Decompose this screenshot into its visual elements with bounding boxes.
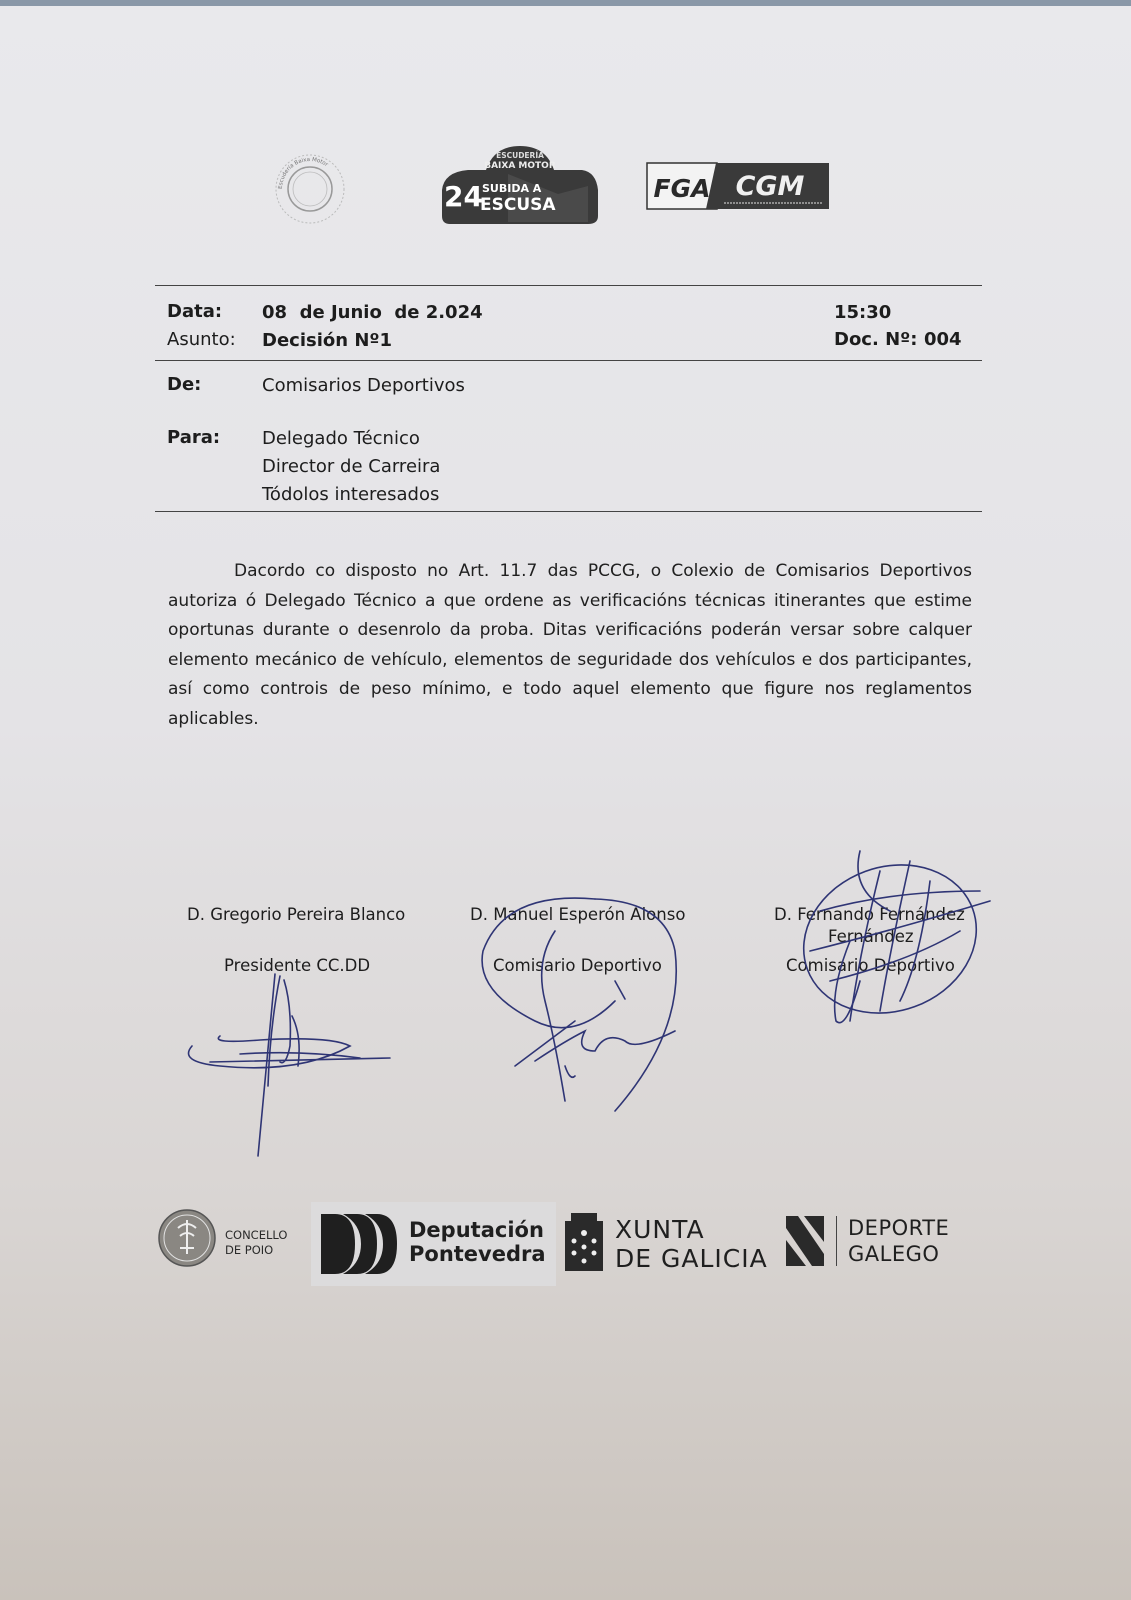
divider-top bbox=[155, 285, 982, 286]
document-page bbox=[0, 6, 1131, 1600]
signature-2-image bbox=[475, 891, 695, 1121]
xunta-line2: DE GALICIA bbox=[615, 1244, 768, 1273]
rally-logo-line2: BAIXA MOTOR bbox=[484, 161, 556, 171]
time-value: 15:30 bbox=[834, 302, 892, 323]
xunta-line1: XUNTA bbox=[615, 1215, 705, 1244]
deporte-line1: DEPORTE bbox=[848, 1216, 950, 1240]
to-recipient: Tódolos interesados bbox=[262, 484, 440, 505]
deporte-divider bbox=[836, 1216, 837, 1266]
deporte-galego-logo bbox=[784, 1214, 964, 1270]
signatory-1-role: Presidente CC.DD bbox=[224, 956, 371, 975]
signatory-3-role: Comisario Deportivo bbox=[786, 956, 955, 975]
signatory-2-name: D. Manuel Esperón Alonso bbox=[470, 905, 686, 924]
signatory-3-name: D. Fernando Fernández bbox=[774, 905, 965, 924]
rally-event-logo bbox=[438, 144, 600, 228]
signatory-1-name: D. Gregorio Pereira Blanco bbox=[187, 905, 406, 924]
deporte-line2: GALEGO bbox=[848, 1242, 940, 1266]
xunta-de-galicia-logo bbox=[563, 1211, 773, 1275]
signature-3-image bbox=[790, 851, 1000, 1041]
rally-logo-line3: SUBIDA A bbox=[482, 182, 542, 195]
signature-1-image bbox=[180, 966, 400, 1166]
concello-line1: CONCELLO bbox=[225, 1228, 288, 1242]
date-label: Data: bbox=[167, 301, 223, 322]
subject-value: Decisión Nº1 bbox=[262, 330, 393, 351]
rally-logo-line1: ESCUDERÍA bbox=[496, 151, 544, 160]
date-value: 08 de Junio de 2.024 bbox=[262, 302, 483, 323]
rally-logo-number: 24 bbox=[444, 180, 483, 213]
cgm-text: CGM bbox=[735, 171, 805, 202]
deputacion-line1: Deputación bbox=[409, 1218, 544, 1242]
rally-logo-line4: ESCUSA bbox=[480, 195, 556, 215]
divider-header bbox=[155, 360, 982, 361]
concello-de-poio-logo bbox=[158, 1204, 318, 1274]
to-recipient: Delegado Técnico bbox=[262, 428, 420, 449]
divider-recipients bbox=[155, 511, 982, 512]
fga-cgm-logo bbox=[646, 162, 830, 212]
signatory-3-name-line2: Fernández bbox=[828, 927, 914, 946]
deputacion-pontevedra-logo bbox=[311, 1202, 556, 1286]
decision-body: Dacordo co disposto no Art. 11.7 das PCCG, o Colexio de Comisarios Deportivos autoriza ó Delegado Técnico a que ordene as verificacións técnicas itinerantes que estime oportunas durante o desenrolo da proba. Ditas verificacións poderán versar sobre calquer elemento mecánico de vehículo, elementos de seguridade dos vehículos e dos participantes, así como controis de peso mínimo, e todo aquel elemento que figure nos reglamentos aplicables. bbox=[168, 561, 972, 729]
doc-number-label: Doc. Nº: bbox=[834, 329, 918, 350]
escuderia-seal-logo bbox=[272, 151, 348, 227]
signatory-2-role: Comisario Deportivo bbox=[493, 956, 662, 975]
deputacion-line2: Pontevedra bbox=[409, 1242, 546, 1266]
from-value: Comisarios Deportivos bbox=[262, 375, 465, 396]
doc-number-value: 004 bbox=[924, 329, 962, 350]
subject-label: Asunto: bbox=[167, 329, 236, 350]
seal-text: Escudería Baixa Motor bbox=[277, 156, 329, 190]
to-label: Para: bbox=[167, 427, 221, 448]
to-recipient: Director de Carreira bbox=[262, 456, 441, 477]
fga-text: FGA bbox=[653, 174, 711, 203]
from-label: De: bbox=[167, 374, 202, 395]
concello-line2: DE POIO bbox=[225, 1243, 274, 1257]
